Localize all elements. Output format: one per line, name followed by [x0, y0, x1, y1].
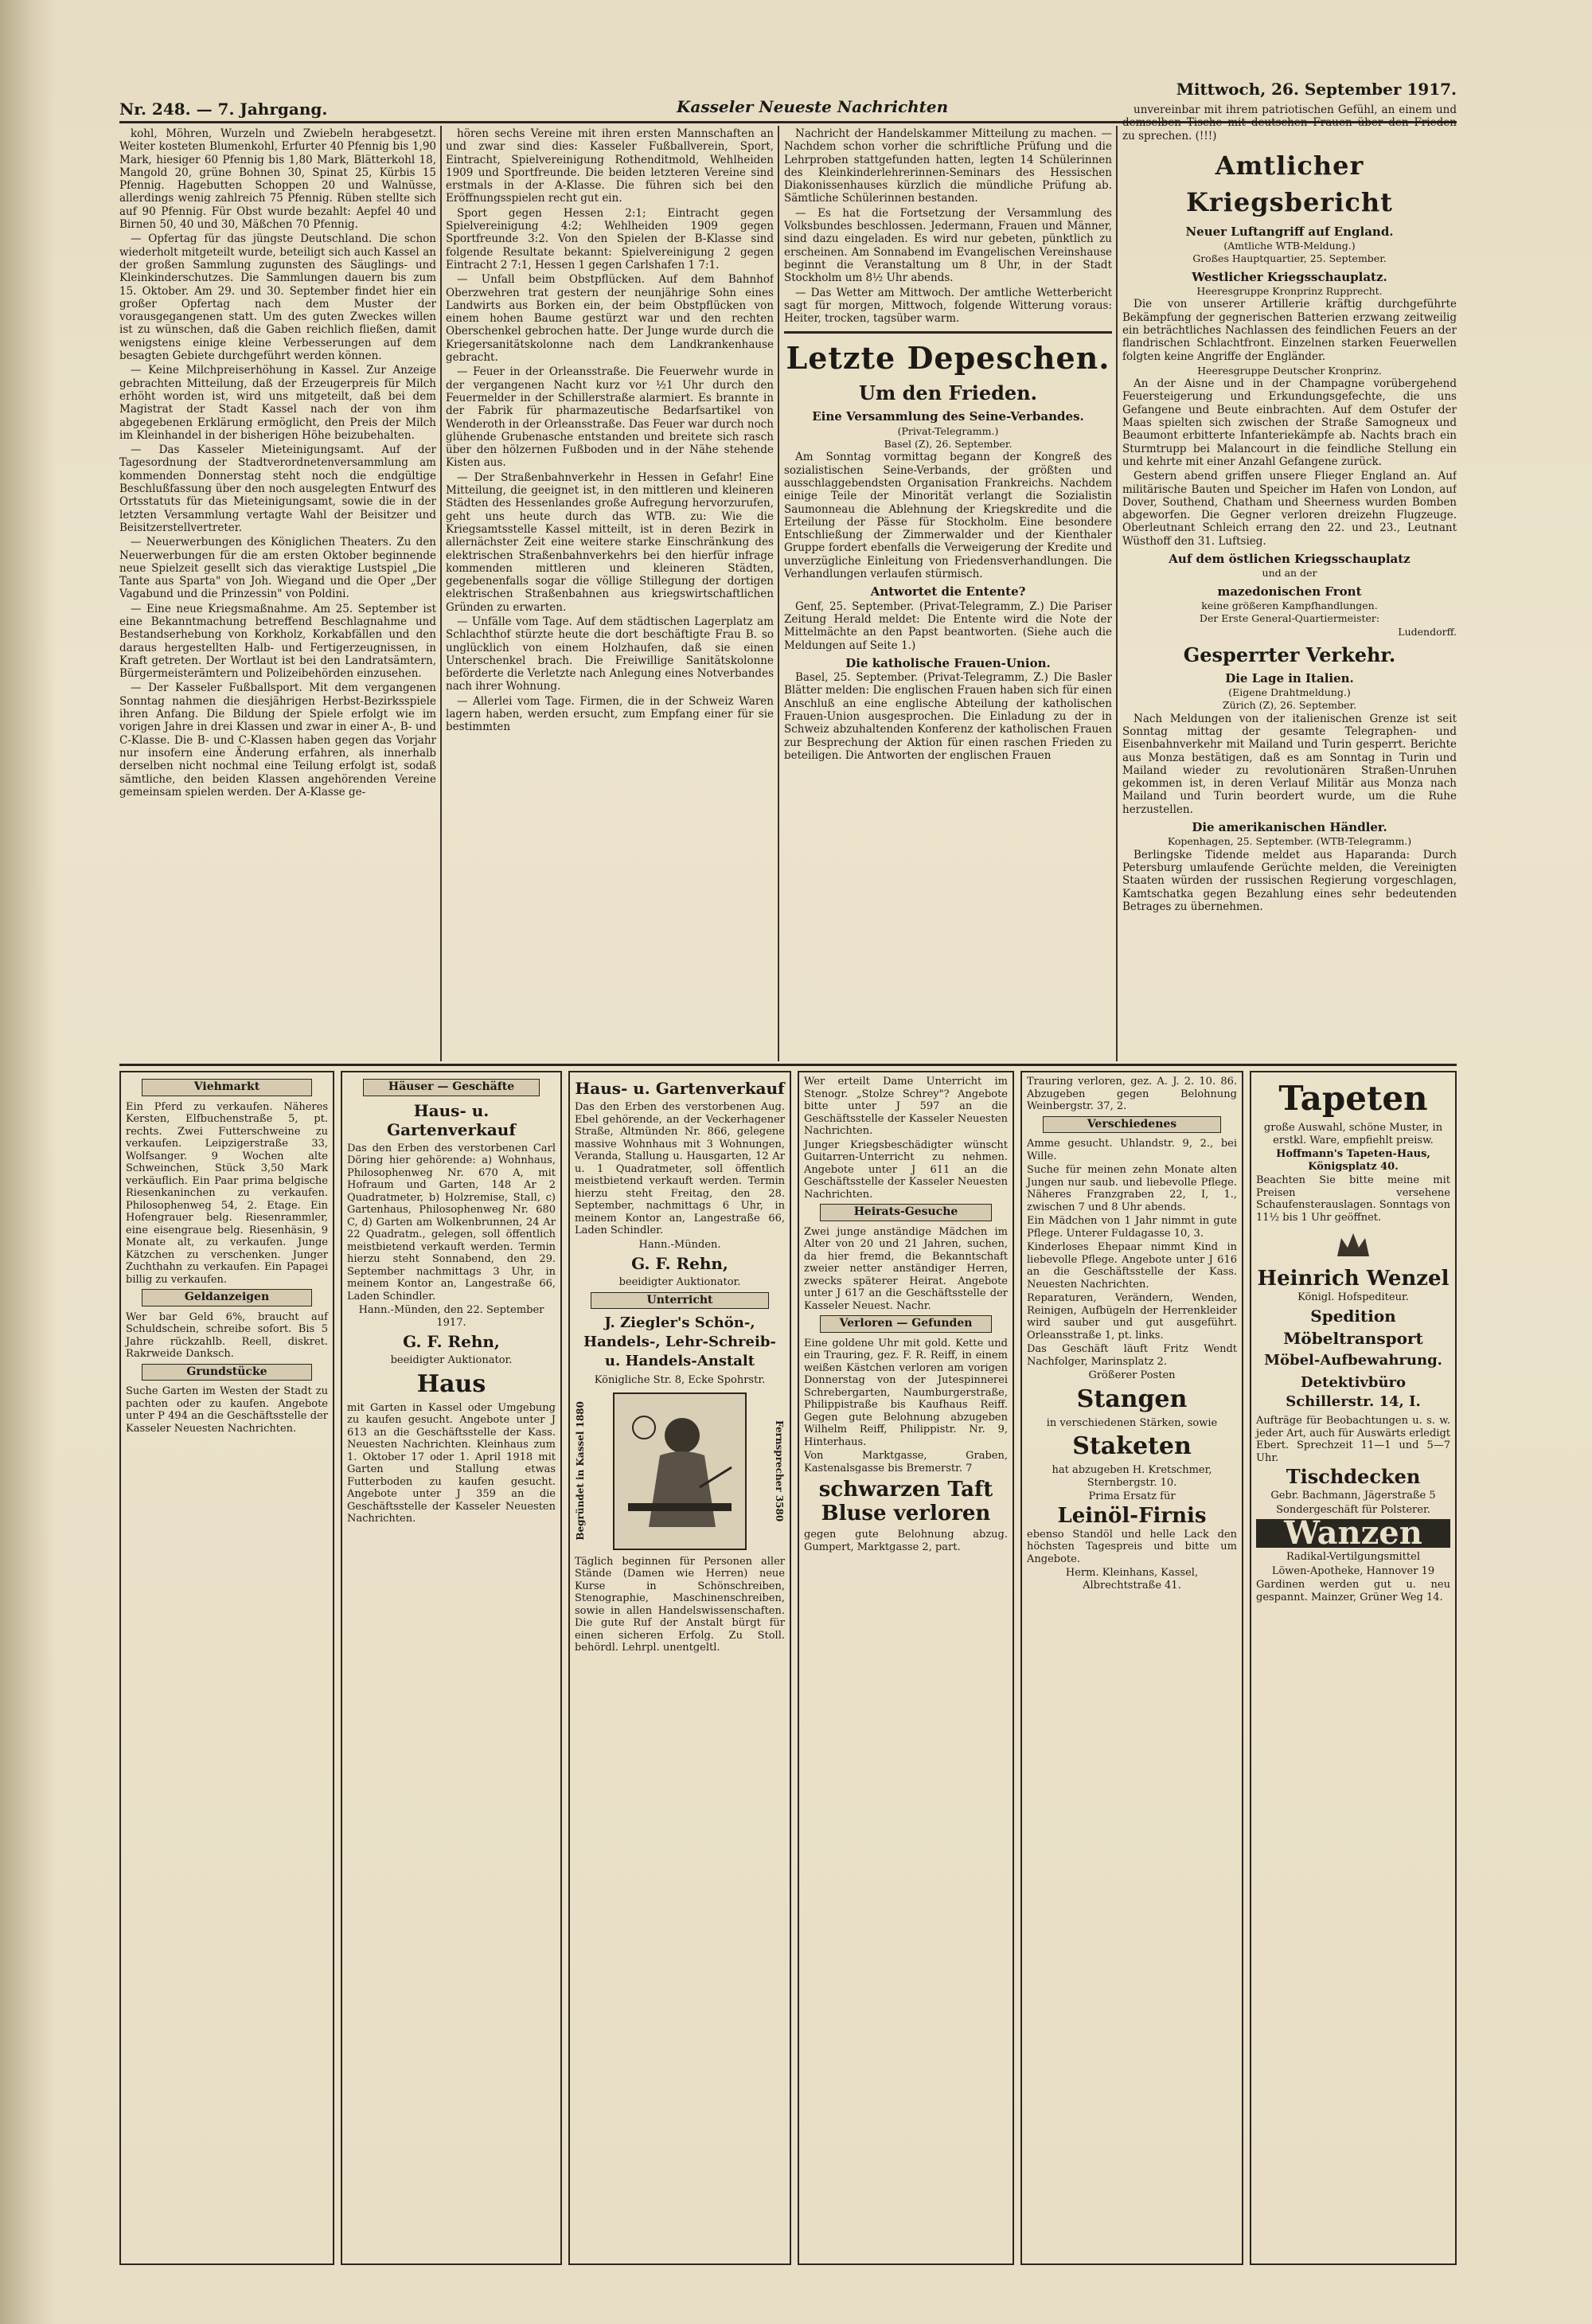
war-report-meta: (Amtliche WTB-Meldung.): [1223, 240, 1356, 252]
ad-ziegler-address: Königliche Str. 8, Ecke Spohrstr.: [594, 1374, 766, 1386]
ad-bedbug-product: Radikal-Vertilgungsmittel: [1286, 1551, 1421, 1563]
ad-firnis-body: ebenso Standöl und helle Lack den höchsten Tagespreis und bitte um Angebote.: [1027, 1528, 1237, 1565]
ad-column-1: [119, 1071, 334, 2265]
ad-auctioneer-role: beeidigter Auktionator.: [390, 1354, 513, 1366]
signature-title: Der Erste General-Quartiermeister:: [1199, 612, 1380, 625]
ad-house-sale2-place: Hann.-Münden.: [638, 1238, 721, 1251]
american-traders-dateline: Kopenhagen, 25. September. (WTB-Telegramm.): [1167, 835, 1412, 848]
ad-heading-lessons: Unterricht: [591, 1292, 769, 1310]
war-report-body-4: keine größeren Kampfhandlungen.: [1201, 599, 1378, 611]
ad-misc-5: Reparaturen, Verändern, Wenden, Reinigen, Aufbügeln der Herrenkleider wird sauber und gut ausgeführt. Orleansstraße 1, pt. links.: [1027, 1292, 1237, 1342]
ad-wenzel-name: Heinrich Wenzel: [1257, 1266, 1450, 1291]
ad-tablecloth-title: Tischdecken: [1286, 1465, 1421, 1488]
ad-column-5: [1020, 1071, 1243, 2265]
article-accidents: — Unfälle vom Tage. Auf dem städtischen Lagerplatz am Schlachthof stürzte heute die dort beschäftigte Frau B. so unglücklich von einem Holzhaufen, daß sie einen Unterschenkel brach. Die Freiwillige Sanitätskolonne beförderte die Verletzte nach Anlegung eines Notverbandes nach ihrer Wohnung.: [446, 615, 774, 693]
issue-number: Nr. 248. — 7. Jahrgang.: [119, 100, 328, 119]
eastern-front-heading: Auf dem östlichen Kriegsschauplatz: [1169, 552, 1411, 567]
eastern-front-and: und an der: [1262, 567, 1317, 580]
column-1: [119, 127, 436, 1059]
ad-wallpaper-hours: Beachten Sie bitte meine mit Preisen versehene Schaufensterauslagen. Sonntags von 11½ bis 1 Uhr geöffnet.: [1256, 1174, 1450, 1224]
macedonian-front-heading: mazedonischen Front: [1217, 584, 1362, 599]
ad-wenzel-storage: Möbel-Aufbewahrung.: [1264, 1352, 1442, 1369]
ad-heading-money: Geldanzeigen: [142, 1289, 312, 1307]
ad-house-wanted-body: mit Garten in Kassel oder Umgebung zu kaufen gesucht. Angebote unter J 613 an die Geschäftsstelle der Kass. Neuesten Nachrichten. Kleinhaus zum 1. Oktober 17 oder 1. April 1918 mit Garten und Stallung etwas Futterboden zu kaufen gesucht. Angebote unter J 359 an die Geschäftsstelle der Kasseler Neuesten Nachrichten.: [347, 1401, 556, 1525]
ad-lost-route: Von Marktgasse, Graben, Kastenalsgasse bis Bremerstr. 7: [804, 1450, 1008, 1474]
ad-column-4: [798, 1071, 1014, 2265]
ad-livestock-body: Ein Pferd zu verkaufen. Näheres Kersten, Elfbuchenstraße 5, pt. rechts. Zwei Futterschweine zu verkaufen. Leipzigerstraße 33, Wolfsanger. 9 Wochen alte Schweinchen, Stück 3,50 Mark verkäuflich. Ein Paar prima belgische Riesenkaninchen zu verkaufen. Philosophenweg 54, 2. Etage. Ein Hofengrauer belg. Riesenrammler, eine eisengraue belg. Riesenhäsin, 9 Monate alt, zu verkaufen. Junge Kätzchen zu verschenken. Junger Zuchthahn zu verkaufen. Ein Papagei billig zu verkaufen.: [126, 1100, 328, 1286]
ad-house-wanted-title: Haus: [416, 1369, 486, 1398]
italy-body: Nach Meldungen von der italienischen Grenze ist seit Sonntag mittag der gesamte Telegraphen- und Eisenbahnverkehr mit Mailand und Turin gesperrt. Berichte aus Monza bestätigen, daß es am Sonntag in Turin und Mailand wieder zu revolutionären Straßen-Unruhen gekommen ist, in deren Verlauf Militär aus Monza nach Mailand und Turin beordert wurde, um die Ruhe herzustellen.: [1122, 712, 1457, 816]
issue-date: Mittwoch, 26. September 1917.: [1176, 80, 1457, 99]
peace-heading: Um den Frieden.: [858, 381, 1038, 405]
signature-name: Ludendorff.: [1398, 625, 1457, 638]
column-3: [784, 127, 1112, 1059]
article-football: — Der Kasseler Fußballsport. Mit dem vergangenen Sonntag nahmen die diesjährigen Herbst-Bezirksspiele ihren Anfang. Die Bildung der Spiele erfolgt wie im vorigen Jahre in drei Klassen und zwar in einer A-, B- und C-Klasse. Die B- und C-Klassen haben gegen das Vorjahr nur insofern eine Änderung erfahren, als innerhalb derselben nicht nochmal eine Teilung erfolgt ist, sodaß sämtliche, den beiden Klassen angehörenden Vereine gemeinsam spielen werden. Der A-Klasse ge-: [119, 682, 436, 799]
ad-lost-watch: Eine goldene Uhr mit gold. Kette und ein Trauring, gez. F. R. Reiff, in einem weißen Kästchen verloren am vorigen Donnerstag von der Jutespinnerei Schrebergarten, Naumburgerstraße, Philippistraße bis Kaufhaus Reiff. Gegen gute Belohnung abzugeben Wilhelm Reiff, Philippistr. Nr. 9, Hinterhaus.: [804, 1337, 1008, 1448]
article-opfertag: — Opfertag für das jüngste Deutschland. Die schon wiederholt mitgeteilt wurde, beteiligt sich auch Kassel an der großen Sammlung zugunsten des Säuglings- und Kleinkinderschutzes. Die Sammlungen dauern bis zum 15. Oktober. Am 29. und 30. September findet hier ein großer Opfertag nach dem Muster der vorausgegangenen statt. Um des guten Zweckes willen ist zu wünschen, daß die Gaben reichlich fließen, damit wenigstens einige kleine Verbesserungen auf dem besagten Gebiete durchgeführt werden können.: [119, 232, 436, 363]
ad-heading-property: Grundstücke: [142, 1364, 312, 1381]
entente-heading: Antwortet die Entente?: [870, 584, 1026, 600]
ad-detective-title: Detektivbüro Schillerstr. 14, I.: [1286, 1374, 1421, 1410]
article-war-measure: — Eine neue Kriegsmaßnahme. Am 25. September ist eine Bekanntmachung betreffend Beschlagnahme und Bestandserhebung von Korkholz, Korkabfällen und den daraus hergestellten Halb- und Fertigerzeugnissen, in Kraft getreten. Der Wortlaut ist bei den Landratsämtern, Bürgermeisterämtern und Polizeibehörden einzusehen.: [119, 602, 436, 681]
ad-money-body: Wer bar Geld 6%, braucht auf Schuldschein, schreibe sofort. Bis 5 Jahre rückzahlb. Reell, diskret. Rakrweide Danksch.: [126, 1310, 328, 1360]
ad-column-3: [568, 1071, 791, 2265]
ad-wenzel-spedition: Spedition: [1310, 1307, 1396, 1326]
peace-dateline: Basel (Z), 26. September.: [884, 438, 1013, 451]
war-report-body-2: An der Aisne und in der Champagne vorübergehend Feuersteigerung und Erkundungsgefechte, die uns Gefangene und Beute einbrachten. Auf dem Ostufer der Maas spielten sich zwischen der Straße Samogneux und Beaumont erbitterte Infanteriekämpfe ab. Nachts brach ein Sturmtrupp bei Malancourt in die feindliche Stellung ein und kehrte mit einer Anzahl Gefangene zurück.: [1122, 377, 1457, 468]
army-group-kronprinz: Heeresgruppe Deutscher Kronprinz.: [1197, 364, 1382, 377]
ad-lost-blouse-body: gegen gute Belohnung abzug. Gumpert, Marktgasse 2, part.: [804, 1529, 1008, 1553]
ad-misc-2: Suche für meinen zehn Monate alten Jungen nur saub. und liebevolle Pflege. Näheres Franzgraben 22, I, 1., zwischen 7 und 8 Uhr abends.: [1027, 1164, 1237, 1213]
war-report-sub: Neuer Luftangriff auf England.: [1185, 224, 1394, 239]
frauen-union-heading: Die katholische Frauen-Union.: [845, 655, 1051, 670]
ad-pickets-title: Staketen: [1072, 1432, 1192, 1460]
western-front-heading: Westlicher Kriegsschauplatz.: [1192, 269, 1387, 284]
page-edge-shadow: [0, 0, 56, 2324]
italy-subheading: Die Lage in Italien.: [1225, 670, 1354, 685]
ad-bedbug-seller: Löwen-Apotheke, Hannover 19: [1271, 1564, 1435, 1577]
article-seminar: Nachricht der Handelskammer Mitteilung zu machen. — Nachdem schon vorher die schriftliche Prüfung und die Lehrproben stattgefunden hatten, legten 14 Schülerinnen des Kleinkinderlehrerinnen-Seminars des Hessischen Diakonissenhauses kürzlich die mündliche Prüfung ab. Sämtliche Schülerinnen bestanden.: [784, 127, 1112, 205]
article-misc: — Allerlei vom Tage. Firmen, die in der Schweiz Waren lagern haben, werden ersucht, zum Empfang einer für sie bestimmten: [446, 694, 774, 734]
ad-heading-livestock: Viehmarkt: [142, 1079, 312, 1096]
ad-marriage-body: Zwei junge anständige Mädchen im Alter von 20 und 21 Jahren, suchen, da hier fremd, die Bekanntschaft zweier netter anständiger Herren, zwecks späterer Heirat. Angebote unter J 617 an die Geschäftsstelle der Kasseler Neuest. Nachr.: [804, 1225, 1008, 1312]
ad-lost-ring: Trauring verloren, gez. A. J. 2. 10. 86. Abzugeben gegen Belohnung Weinbergstr. 37, 2.: [1027, 1076, 1237, 1112]
american-traders-heading: Die amerikanischen Händler.: [1192, 820, 1387, 835]
ad-ziegler-title: J. Ziegler's Schön-, Handels-, Lehr-Schreib- u. Handels-Anstalt: [583, 1314, 776, 1369]
article-volksbund: — Es hat die Fortsetzung der Versammlung des Volksbundes beschlossen. Jedermann, Frauen und Männer, sind dazu eingeladen. Es wird nur gebeten, pünktlich zu erscheinen. Am Sonnabend im Evangelischen Vereinshause beginnt die Veranstaltung um 8 Uhr, in der Stadt Stockholm um 8½ Uhr abends.: [784, 206, 1112, 285]
ad-tablecloth-note: Sondergeschäft für Polsterer.: [1276, 1503, 1430, 1516]
ad-detective-body: Aufträge für Beobachtungen u. s. w. jeder Art, auch für Auswärts erledigt Ebert. Sprechzeit 11—1 und 5—7 Uhr.: [1256, 1415, 1450, 1464]
masthead: Kasseler Neueste Nachrichten: [677, 97, 949, 116]
ad-heading-houses: Häuser — Geschäfte: [363, 1079, 540, 1096]
ad-misc-4: Kinderloses Ehepaar nimmt Kind in liebevolle Pflege. Angebote unter J 616 an die Geschäftsstelle der Kass. Neuesten Nachrichten.: [1027, 1241, 1237, 1291]
ad-ziegler-founded: Begründet in Kassel 1880: [575, 1401, 586, 1541]
ad-house-sale2-title: Haus- u. Gartenverkauf: [575, 1079, 785, 1098]
ad-wallpaper-body: große Auswahl, schöne Muster, in erstkl. Ware, empfiehlt preisw.: [1263, 1122, 1443, 1146]
column-divider: [778, 126, 779, 1061]
blocked-traffic-title: Gesperrter Verkehr.: [1183, 643, 1396, 666]
article-vegetable-prices: kohl, Möhren, Wurzeln und Zwiebeln herabgesetzt. Weiter kosteten Blumenkohl, Erfurter 40 Pfennig bis 1,90 Mark, hiesiger 60 Pfennig bis 1,80 Mark, Blätterkohl 18, Mangold 20, grüne Bohnen 30, Spinat 25, Kürbis 15 Pfennig. Hagebutten Schoppen 20 und Walnüsse, allerdings wenig zahlreich 75 Pfennig. Rüben stellte sich auf 90 Pfennig. Für Obst wurde bezahlt: Aepfel 40 und Birnen 50, 40 und 30, Mäßchen 70 Pfennig.: [119, 127, 436, 232]
latest-dispatches-title: Letzte Depeschen.: [786, 340, 1110, 377]
ad-firnis-seller: Herm. Kleinhans, Kassel, Albrechtstraße 41.: [1065, 1567, 1199, 1592]
ads-section-rule: [119, 1064, 1457, 1066]
ad-house-sale-body: Das den Erben des verstorbenen Carl Döring hier gehörende: a) Wohnhaus, Philosophenweg Nr. 670 A, mit Hofraum und Garten, 148 Ar 2 Quadratmeter, b) Holzremise, Stall, c) Gartenhaus, Philosophenweg Nr. 680 C, d) Garten am Wolkenbrunnen, 24 Ar 22 Quadratm., gelegen, soll öffentlich meistbietend verkauft werden. Termin hierzu steht Sonnabend, den 29. September nachmittags 3 Uhr, in meinem Kontor an, Langestraße 66, Laden Schindler.: [347, 1142, 556, 1303]
ad-heading-marriage: Heirats-Gesuche: [820, 1204, 992, 1221]
war-report-dateline: Großes Hauptquartier, 25. September.: [1192, 252, 1387, 265]
ad-house-sale-place: Hann.-Münden, den 22. September 1917.: [358, 1304, 544, 1329]
ad-auctioneer2-name: G. F. Rehn,: [631, 1254, 728, 1273]
frauen-union-body: Basel, 25. September. (Privat-Telegramm, Z.) Die Basler Blätter melden: Die englischen Frauen haben sich für einen Anschluß an eine englische Abteilung der katholischen Frauen-Union ausgesprochen. Die Einladung zu der in Schweiz abzuhaltenden Konferenz der katholischen Frauen zur Besprechung der Aktion für einen raschen Frieden zu beteiligen. Die Antworten der englischen Frauen: [784, 671, 1112, 762]
ad-auctioneer-name: G. F. Rehn,: [403, 1332, 500, 1351]
article-football-results: Sport gegen Hessen 2:1; Eintracht gegen Spielvereinigung 4:2; Wehlheiden 1909 gegen Sportfreunde 3:2. Von den Spielen der B-Klasse sind folgende Resultate bekannt: Spielvereinigung 2 gegen Eintracht 2 7:1, Hessen 1 gegen Carlshafen 1 7:1.: [446, 206, 774, 271]
ad-curtains: Gardinen werden gut u. neu gespannt. Mainzer, Grüner Weg 14.: [1256, 1579, 1450, 1603]
ad-poles-sizes: in verschiedenen Stärken, sowie: [1046, 1416, 1218, 1429]
ad-wenzel-transport: Möbeltransport: [1283, 1329, 1423, 1348]
ad-firnis-title: Leinöl-Firnis: [1057, 1503, 1207, 1528]
peace-meta: (Privat-Telegramm.): [897, 424, 999, 437]
ad-property-body: Suche Garten im Westen der Stadt zu pachten oder zu kaufen. Angebote unter P 494 an die Geschäftsstelle der Kasseler Neuesten Nachrichten.: [126, 1385, 328, 1435]
army-group-rupprecht: Heeresgruppe Kronprinz Rupprecht.: [1196, 285, 1383, 298]
section-rule: [784, 331, 1112, 334]
ad-firnis-intro: Prima Ersatz für: [1088, 1490, 1176, 1502]
ad-house-sale2-body: Das den Erben des verstorbenen Aug. Ebel gehörende, an der Veckerhagener Straße, Altmünden Nr. 866, gelegene massive Wohnhaus mit 3 Wohnungen, Veranda, Stallung u. Hausgarten, 12 Ar u. 1 Quadratmeter, soll öffentlich meistbietend verkauft werden. Termin hierzu steht Freitag, den 28. September, nachmittags 6 Uhr, in meinem Kontor an, Langestraße 66, Laden Schindler.: [575, 1101, 785, 1236]
ad-ziegler-illustration-row: [575, 1392, 785, 1551]
column-divider: [440, 126, 442, 1061]
frauen-union-cont: unvereinbar mit ihrem patriotischen Gefühl, an einem und demselben Tische mit deutschen Frauen über den Frieden zu sprechen. (!!!): [1122, 104, 1457, 143]
ad-poles-title: Stangen: [1076, 1385, 1188, 1413]
ad-wenzel-title: Königl. Hofspediteur.: [1297, 1291, 1409, 1303]
article-theater: — Neuerwerbungen des Königlichen Theaters. Zu den Neuerwerbungen für die am ersten Oktober beginnende neue Spielzeit gesellt sich das vieraktige Lustspiel „Die Tante aus Sparta" von Joh. Wiegand und die Oper „Der Vagabund und die Prinzessin" von Poldini.: [119, 536, 436, 601]
ad-misc-1: Amme gesucht. Uhlandstr. 9, 2., bei Wille.: [1027, 1138, 1237, 1162]
ad-column-6: [1250, 1071, 1457, 2265]
italy-dateline: Zürich (Z), 26. September.: [1222, 699, 1357, 712]
column-2: [446, 127, 774, 1059]
column-divider: [1116, 126, 1118, 1061]
ad-lost-blouse-title: schwarzen Taft Bluse verloren: [818, 1478, 993, 1525]
ad-ziegler-body: Täglich beginnen für Personen aller Stände (Damen wie Herren) neue Kurse in Schönschreiben, Stenographie, Maschinenschreiben, sowie in allen Handelswissenschaften. Die gute Ruf der Anstalt bürgt für einen sicheren Erfolg. Zu Stoll. behördl. Lehrpl. unentgeltl.: [575, 1555, 785, 1654]
war-report-title: Amtlicher Kriegsbericht: [1186, 150, 1393, 217]
ad-heading-misc: Verschiedenes: [1043, 1116, 1221, 1134]
ad-lesson-stenography: Wer erteilt Dame Unterricht im Stenogr. „Stolze Schrey"? Angebote bitte unter J 597 an die Geschäftsstelle der Kasseler Neuesten Nachrichten.: [804, 1076, 1008, 1137]
royal-crest-icon: [1256, 1228, 1450, 1264]
ad-poles-seller: hat abzugeben H. Kretschmer, Sternbergstr. 10.: [1052, 1464, 1212, 1489]
article-tram: — Der Straßenbahnverkehr in Hessen in Gefahr! Eine Mitteilung, die geeignet ist, in den mittleren und kleineren Städten des Hessenlandes große Aufregung hervorzurufen, geht uns heute durch das WTB. zu: Wie die Kriegsamtsstelle Kassel mitteilt, ist in deren Bezirk in allernächster Zeit eine weitere starke Einschränkung des elektrischen Straßenbahnverkehrs bei den hierfür infrage kommenden mittleren und kleineren Städten, gegebenenfalls sogar die völlige Stillegung der dortigen elektrischen Straßenbahnen aus kriegswirtschaftlichen Gründen zu erwarten.: [446, 471, 774, 614]
ad-house-sale-title: Haus- u. Gartenverkauf: [387, 1100, 516, 1139]
war-report-body-3: Gestern abend griffen unsere Flieger England an. Auf militärische Bauten und Speicher im Hafen von London, auf Dover, Southend, Chatham und Sheerness wurden Bomben abgeworfen. Die Gegner verloren dreizehn Flugzeuge. Oberleutnant Schleich errang den 22. und 23., Leutnant Wüsthoff den 31. Luftsieg.: [1122, 470, 1457, 548]
war-report-body-1: Die von unserer Artillerie kräftig durchgeführte Bekämpfung der gegnerischen Batterien erzwang zeitweilig ein beträchtliches Nachlassen des feindlichen Feuers an der flandrischen Schlachtfront. Einzelnen starken Feuerwellen folgten keine Angriffe der Engländer.: [1122, 298, 1457, 363]
entente-body: Genf, 25. September. (Privat-Telegramm, Z.) Die Pariser Zeitung Herald meldet: Die Entente wird die Note der Mittelmächte an den Papst beantworten. (Siehe auch die Meldungen auf Seite 1.): [784, 600, 1112, 652]
ad-heading-lost-found: Verloren — Gefunden: [820, 1315, 992, 1333]
ad-wallpaper-title: Tapeten: [1278, 1079, 1428, 1118]
ad-misc-3: Ein Mädchen von 1 Jahr nimmt in gute Pflege. Unterer Fuldagasse 10, 3.: [1027, 1215, 1237, 1240]
peace-body: Am Sonntag vormittag begann der Kongreß des sozialistischen Seine-Verbands, der größten und ausschlaggebendsten Organisation Frankreichs. Nachdem einige Teile der Minorität verlangt die Sozialistin Saumonneau die Ablehnung der Kriegskredite und die Erteilung der Pässe für Stockholm. Eine besondere Entschließung der Zimmerwalder und der Kienthaler Gruppe fordert ebenfalls die Verweigerung der Kredite und unverzügliche Einleitung von Friedensverhandlungen. Die Verhandlungen verlaufen stürmisch.: [784, 451, 1112, 581]
article-football-cont: hören sechs Vereine mit ihren ersten Mannschaften an und zwar sind dies: Kasseler Fußballverein, Sport, Eintracht, Spielvereinigung Rothenditmold, Wehlheiden 1909 und Sportfreunde. Die beiden letzteren Vereine sind erstmals in der A-Klasse. Die führen sich bei den Eröffnungsspielen recht gut ein.: [446, 127, 774, 205]
writing-woman-illustration-icon: [612, 1392, 747, 1551]
article-fire: — Feuer in der Orleansstraße. Die Feuerwehr wurde in der vergangenen Nacht kurz vor ½1 Uhr durch den Feuermelder in der Schillerstraße alarmiert. Es brannte in der Fabrik für pharmazeutische Bedarfsartikel von Wenderoth in der Orleansstraße. Das Feuer war durch noch glühende Grubenasche entstanden und breitete sich rasch über den hölzernen Fußboden und in der Nähe stehende Kisten aus.: [446, 365, 774, 470]
italy-meta: (Eigene Drahtmeldung.): [1228, 686, 1351, 699]
ad-misc-6: Das Geschäft läuft Fritz Wendt Nachfolger, Marinsplatz 2.: [1027, 1343, 1237, 1368]
ad-poles-intro: Größerer Posten: [1088, 1369, 1176, 1381]
article-milk-price: — Keine Milchpreiserhöhung in Kassel. Zur Anzeige gebrachten Mitteilung, daß der Erzeugerpreis für Milch erhöht worden ist, wird uns mitgeteilt, daß bei dem Magistrat der Stadt Kassel nach der von ihm abgegebenen Erklärung ermöglicht, den Preis der Milch im Kleinhandel in der bisherigen Höhe beizubehalten.: [119, 364, 436, 442]
column-4: [1122, 104, 1457, 1059]
peace-subheading: Eine Versammlung des Seine-Verbandes.: [812, 409, 1084, 424]
ad-bedbug-title: Wanzen: [1256, 1519, 1450, 1548]
article-weather: — Das Wetter am Mittwoch. Der amtliche Wetterbericht sagt für morgen, Mittwoch, folgende Witterung voraus: Heiter, trocken, tagsüber warm.: [784, 286, 1112, 326]
american-traders-body: Berlingske Tidende meldet aus Haparanda: Durch Petersburg umlaufende Gerüchte melden, die Vereinigten Staaten würden der russischen Regierung vorgeschlagen, Kamtschatka gegen Bezahlung eines sehr bedeutenden Betrages zu übernehmen.: [1122, 848, 1457, 913]
article-accident-fruit: — Unfall beim Obstpflücken. Auf dem Bahnhof Oberzwehren trat gestern der neunjährige Sohn eines Landwirts aus Borken ein, der beim Obstpflücken von einem hohen Baume gestürzt war und den rechten Oberschenkel gebrochen hatte. Der Junge wurde durch die Kriegersanitätskolonne nach dem Landkrankenhause gebracht.: [446, 273, 774, 365]
ad-tablecloth-shop: Gebr. Bachmann, Jägerstraße 5: [1270, 1490, 1436, 1502]
ad-lesson-guitar: Junger Kriegsbeschädigter wünscht Guitarren-Unterricht zu nehmen. Angebote unter J 611 an die Geschäftsstelle der Kasseler Neuesten Nachrichten.: [804, 1139, 1008, 1201]
ad-wallpaper-shop: Hoffmann's Tapeten-Haus, Königsplatz 40.: [1276, 1148, 1430, 1173]
ad-column-2: [341, 1071, 562, 2265]
ad-auctioneer2-role: beeidigter Auktionator.: [618, 1276, 741, 1288]
article-mieteinigungsamt: — Das Kasseler Mieteinigungsamt. Auf der Tagesordnung der Stadtverordnetenversammlung am kommenden Donnerstag steht noch die endgültige Beschlußfassung über den noch ausgelegten Entwurf des Ortsstatuts für das Mieteinigungsamt, sowie die in der letzten Versammlung vertagte Wahl der Beisitzer und Beisitzerstellvertreter.: [119, 443, 436, 534]
ad-ziegler-phone: Fernsprecher 3580: [774, 1420, 785, 1522]
